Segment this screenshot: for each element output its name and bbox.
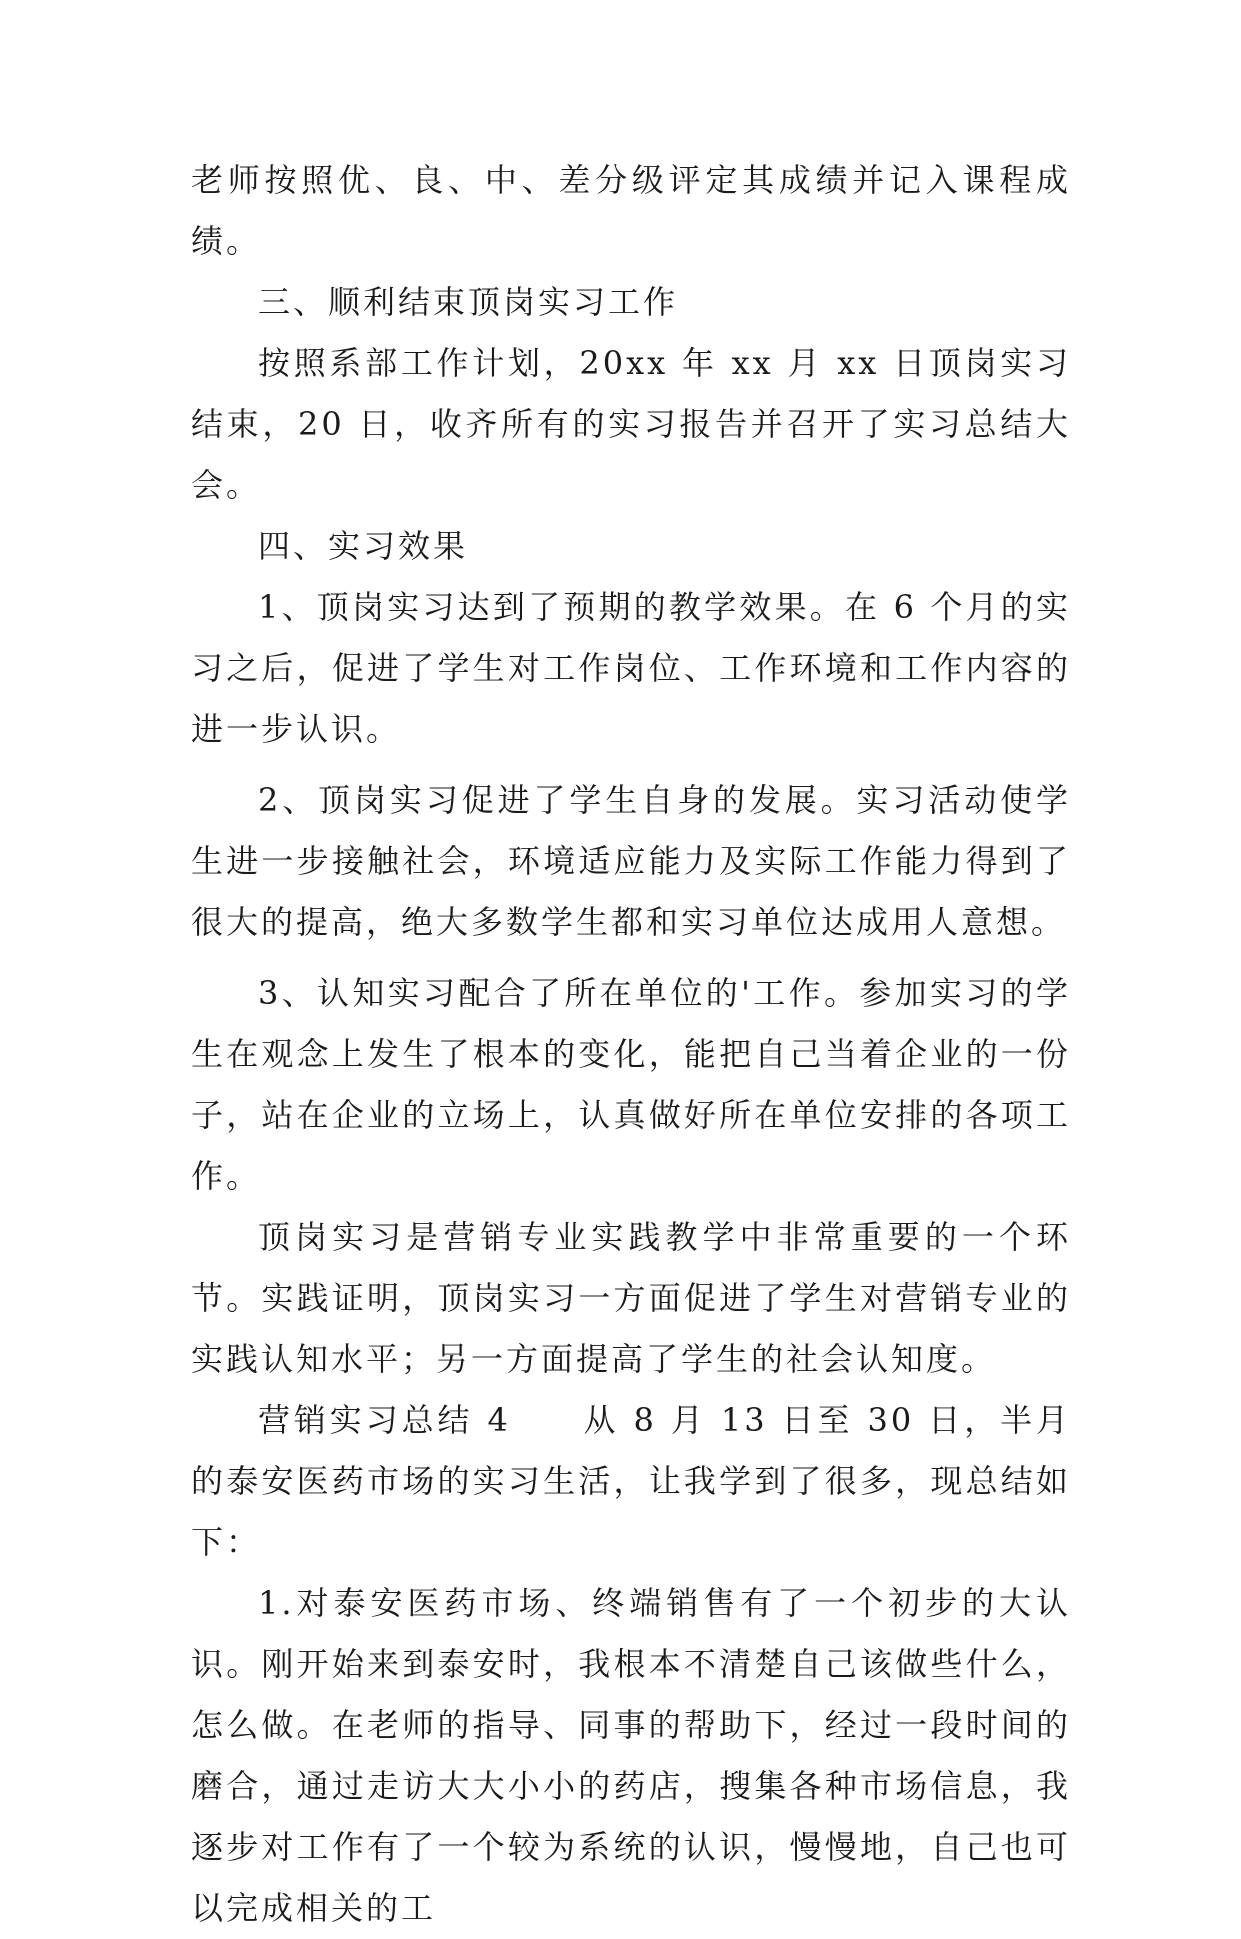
paragraph-effect-2: 2、顶岗实习促进了学生自身的发展。实习活动使学生进一步接触社会，环境适应能力及实际工作能力得到了很大的提高，绝大多数学生都和实习单位达成用人意想。 bbox=[191, 781, 1071, 941]
section-heading-four: 四、实习效果 bbox=[258, 527, 469, 565]
paragraph-effect-1: 1、顶岗实习达到了预期的教学效果。在 6 个月的实习之后，促进了学生对工作岗位、工作环境和工作内容的进一步认识。 bbox=[191, 588, 1071, 748]
paragraph-conclusion: 顶岗实习是营销专业实践教学中非常重要的一个环节。实践证明，顶岗实习一方面促进了学生对营销专业的实践认知水平；另一方面提高了学生的社会认知度。 bbox=[191, 1218, 1071, 1378]
document-body bbox=[191, 150, 1071, 1939]
paragraph-grading-continuation: 老师按照优、良、中、差分级评定其成绩并记入课程成绩。 bbox=[191, 161, 1071, 260]
paragraph-effect-3: 3、认知实习配合了所在单位的'工作。参加实习的学生在观念上发生了根本的变化，能把自己当着企业的一份子，站在企业的立场上，认真做好所在单位安排的各项工作。 bbox=[191, 974, 1071, 1195]
section-heading-three: 三、顺利结束顶岗实习工作 bbox=[258, 283, 679, 321]
paragraph-summary-4-point-1: 1.对泰安医药市场、终端销售有了一个初步的大认识。刚开始来到泰安时，我根本不清楚自己该做些什么，怎么做。在老师的指导、同事的帮助下，经过一段时间的磨合，通过走访大大小小的药店，搜集各种市场信息，我逐步对工作有了一个较为系统的认识，慢慢地，自己也可以完成相关的工 bbox=[191, 1584, 1071, 1927]
paragraph-summary-4-intro: 营销实习总结 4 从 8 月 13 日至 30 日，半月的泰安医药市场的实习生活，让我学到了很多，现总结如下： bbox=[191, 1401, 1071, 1561]
paragraph-internship-end: 按照系部工作计划，20xx 年 xx 月 xx 日顶岗实习结束，20 日，收齐所有的实习报告并召开了实习总结大会。 bbox=[191, 344, 1071, 504]
